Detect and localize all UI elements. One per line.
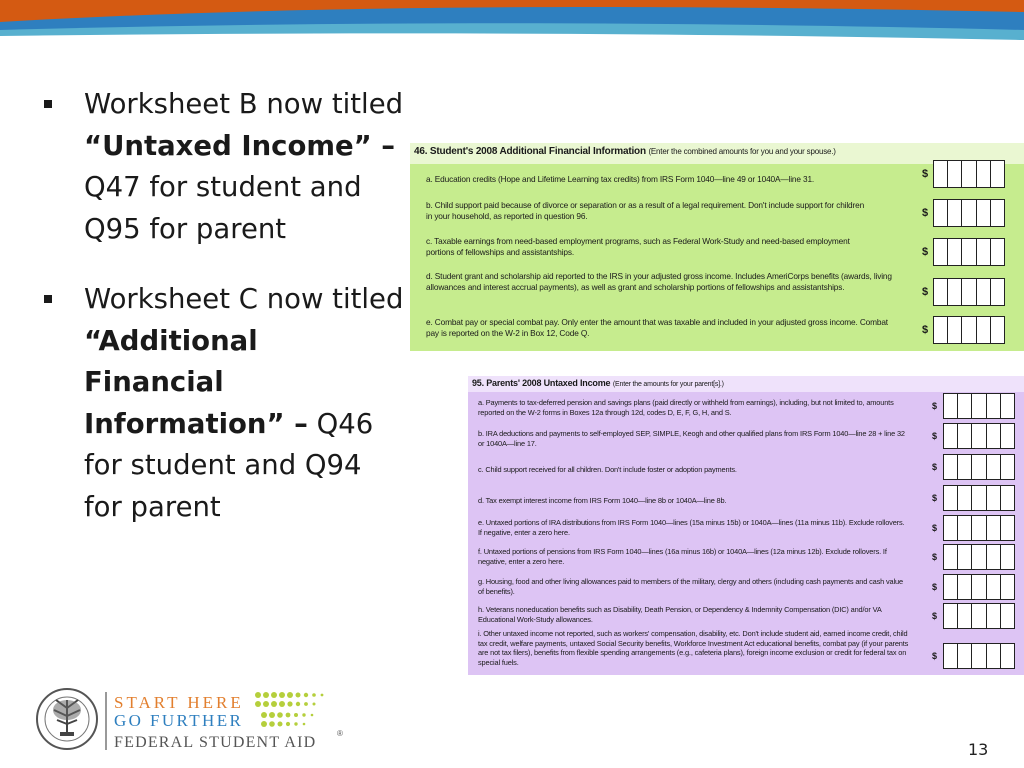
- logo-registered-mark: ®: [337, 729, 343, 738]
- form-46-item-a: a. Education credits (Hope and Lifetime Learning tax credits) from IRS Form 1040—line 49 or 1040A—line 31.: [426, 174, 815, 184]
- form-question-95-image: 95. Parents' 2008 Untaxed Income (Enter the amounts for your parent[s].) a. Payments to tax-deferred pension and savings plans (paid directly or withheld from earnings), including, but not limited to, amounts reported on the W-2 forms in Boxes 12a through 12d, codes D, E, F, G, H, and S. b. IRA deductions and payments to self-employed SEP, SIMPLE, Keogh and other qualified plans from IRS Form 1040—line 28 + line 32 or 1040A—line 17. c. Child support received for all children. Don't include foster or adoption payments. d. Tax exempt interest income from IRS Form 1040—line 8b or 1040A—line 8b. e. Untaxed portions of IRA distributions from IRS Form 1040—lines (15a minus 15b) or 1040A—lines (11a minus 11b). Exclude rollovers. If negative, enter a zero here. f. Untaxed portions of pensions from IRS Form 1040—lines (16a minus 16b) or 1040A—lines (12a minus 12b). Exclude rollovers. If negative, enter a zero here. g. Housing, food and other living allowances paid to members of the military, clergy and others (including cash payments and cash value of benefits). h. Veterans noneducation benefits such as Disability, Death Pension, or Dependency & Indemnity Compensation (DIC) and/or VA Educational Work-Study allowances. i. Other untaxed income not reported, such as workers' compensation, disability, etc. Don't include student aid, earned income credit, child tax credit, welfare payments, untaxed Social Security benefits, Workforce Investment Act educational benefits, combat pay (if your parents are not tax filers), benefits from flexible spending arrangements (e.g., cafeteria plans), foreign income exclusion or credit for federal tax on special fuels. $ $ $ $ $ $ $ $ $: [468, 376, 1024, 675]
- form-question-46-image: 46. Student's 2008 Additional Financial Information (Enter the combined amounts for you and your spouse.) a. Education credits (Hope and Lifetime Learning tax credits) from IRS Form 1040—line 49 or 1040A—line 31. b. Child support paid because of divorce or separation or as a result of a legal requirement. Don't include support for children in your household, as reported in question 96. c. Taxable earnings from need-based employment programs, such as Federal Work-Study and need-based employment portions of fellowships and assistantships. d. Student grant and scholarship aid reported to the IRS in your adjusted gross income. Includes AmeriCorps benefits (awards, living allowances and interest accrual payments), as well as grant and scholarship portions of fellowships and assistantships. e. Combat pay or special combat pay. Only enter the amount that was taxable and included in your adjusted gross income. Combat pay is reported on the W-2 in Box 12, Code Q. $ $ $ $ $: [410, 143, 1024, 351]
- bullet-text-pre: Worksheet C now titled: [84, 283, 404, 315]
- bullet-text-bold: “Untaxed Income” –: [84, 129, 396, 162]
- bullet-text-pre: Worksheet B now titled: [84, 88, 404, 120]
- federal-student-aid-logo: [34, 686, 354, 756]
- form-46-item-e: e. Combat pay or special combat pay. Only enter the amount that was taxable and included in your adjusted gross income. Combat pay is reported on the W-2 in Box 12, Code Q.: [426, 317, 888, 338]
- form-95-item-g: g. Housing, food and other living allowances paid to members of the military, clergy and others (including cash payments and cash value of benefits).: [478, 577, 903, 596]
- logo-start-here: START HERE: [114, 693, 244, 712]
- bullet-square-icon: [44, 295, 52, 303]
- bullet-text-post: Q46 for student and Q94 for parent: [84, 407, 374, 523]
- form-95-item-d: d. Tax exempt interest income from IRS Form 1040—line 8b or 1040A—line 8b.: [478, 496, 727, 505]
- form-95-item-f: f. Untaxed portions of pensions from IRS Form 1040—lines (16a minus 16b) or 1040A—lines (12a minus 12b). Exclude rollovers. If negative, enter a zero here.: [478, 547, 887, 566]
- bullet-worksheet-c: [44, 279, 404, 528]
- bullet-worksheet-b: [44, 84, 404, 250]
- form-46-note: (Enter the combined amounts for you and your spouse.): [648, 147, 836, 156]
- form-46-item-d: d. Student grant and scholarship aid reported to the IRS in your adjusted gross income. Includes AmeriCorps benefits (awards, living allowances and interest accrual payments), as well as grant and scholarship portions of fellowships and assistantships.: [426, 271, 892, 292]
- bullet-text-bold: “Additional Financial Information” –: [84, 324, 308, 440]
- form-46-item-b: b. Child support paid because of divorce or separation or as a result of a legal requirement. Don't include support for children in your household, as reported in question 96.: [426, 200, 865, 221]
- bullet-square-icon: [44, 100, 52, 108]
- form-95-title: 95. Parents' 2008 Untaxed Income: [472, 378, 611, 388]
- form-46-title: 46. Student's 2008 Additional Financial Information: [414, 146, 646, 157]
- logo-go-further: GO FURTHER: [114, 711, 244, 730]
- form-95-item-i: i. Other untaxed income not reported, such as workers' compensation, disability, etc. Don't include student aid, earned income credit, child tax credit, welfare payments, untaxed Social Security benefits, Workforce Investment Act educational benefits, combat pay (if your parents are not tax filers), benefits from flexible spending arrangements (e.g., cafeteria plans), foreign income exclusion or credit for federal tax on special fuels.: [478, 629, 909, 667]
- form-46-item-c: c. Taxable earnings from need-based employment programs, such as Federal Work-Study and need-based employment portions of fellowships and assistantships.: [426, 236, 850, 257]
- logo-federal-student-aid: FEDERAL STUDENT AID: [114, 734, 317, 751]
- form-95-item-a: a. Payments to tax-deferred pension and savings plans (paid directly or withheld from earnings), including, but not limited to, amounts reported on the W-2 forms in Boxes 12a through 12d, codes D, E, F, G, H, and S.: [478, 398, 894, 417]
- form-95-item-h: h. Veterans noneducation benefits such as Disability, Death Pension, or Dependency & Indemnity Compensation (DIC) and/or VA Educational Work-Study allowances.: [478, 605, 882, 624]
- top-banner: [0, 0, 1024, 50]
- dept-of-education-seal-icon: [37, 689, 97, 749]
- form-95-note: (Enter the amounts for your parent[s].): [612, 381, 724, 388]
- bullet-list: [44, 84, 404, 528]
- form-95-item-e: e. Untaxed portions of IRA distributions from IRS Form 1040—lines (15a minus 15b) or 1040A—lines (11a minus 11b). Exclude rollovers. If negative, enter a zero here.: [478, 518, 905, 537]
- form-95-item-c: c. Child support received for all children. Don't include foster or adoption payments.: [478, 465, 737, 474]
- slide-page-number: 13: [968, 740, 989, 759]
- form-95-item-b: b. IRA deductions and payments to self-employed SEP, SIMPLE, Keogh and other qualified plans from IRS Form 1040—line 28 + line 32 or 1040A—line 17.: [478, 429, 905, 448]
- form-95-header: [468, 376, 1024, 392]
- form-46-header: [410, 143, 1024, 164]
- logo-dot-grid-icon: [255, 692, 323, 727]
- bullet-text-post: Q47 for student and Q95 for parent: [84, 171, 362, 245]
